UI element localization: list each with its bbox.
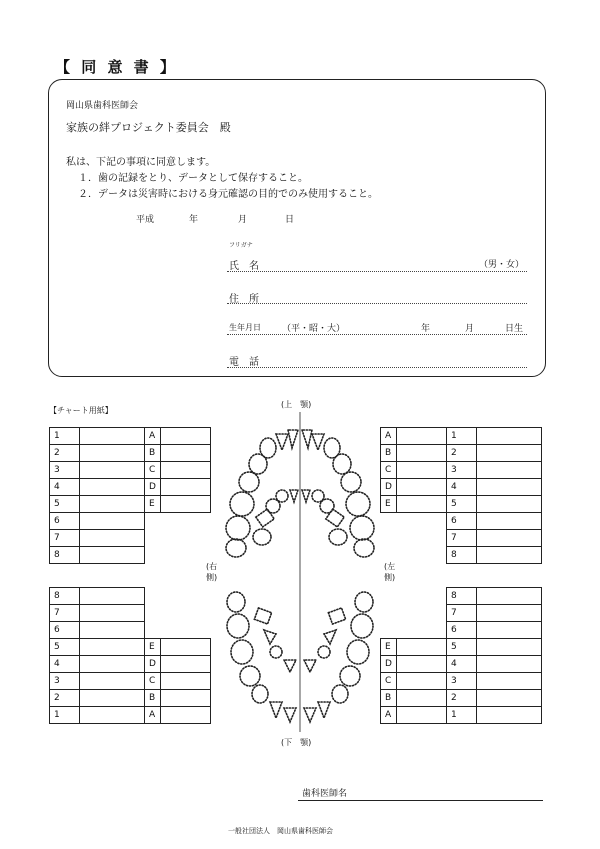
tooth-number-cell: 8 <box>447 547 477 564</box>
tooth-number-cell: 7 <box>447 530 477 547</box>
consent-item-1: １．歯の記録をとり、データとして保存すること。 <box>78 173 308 184</box>
tooth-record-cell[interactable] <box>397 673 447 690</box>
deciduous-tooth-cell: D <box>145 479 161 496</box>
deciduous-tooth-cell: D <box>381 479 397 496</box>
tooth-number-cell: 3 <box>50 462 80 479</box>
tooth-record-cell[interactable] <box>161 639 211 656</box>
tooth-number-cell: 5 <box>50 639 80 656</box>
tooth-record-cell[interactable] <box>477 588 542 605</box>
deciduous-tooth-cell: D <box>381 656 397 673</box>
table-row <box>50 462 211 479</box>
left-side-label: (左側) <box>384 562 396 582</box>
addressee-committee: 家族の絆プロジェクト委員会 殿 <box>66 121 231 134</box>
tooth-record-cell[interactable] <box>80 479 145 496</box>
empty-cell <box>161 622 211 639</box>
tooth-record-cell[interactable] <box>161 707 211 724</box>
deciduous-tooth-cell: A <box>145 707 161 724</box>
document-title: 【 同 意 書 】 <box>55 58 178 76</box>
tooth-record-cell[interactable] <box>80 428 145 445</box>
name-field-line[interactable] <box>227 271 527 272</box>
deciduous-tooth-cell: E <box>381 496 397 513</box>
consent-intro: 私は、下記の事項に同意します。 <box>66 157 216 168</box>
tooth-record-cell[interactable] <box>80 588 145 605</box>
tooth-number-cell: 1 <box>50 428 80 445</box>
table-row <box>50 428 211 445</box>
footer-org: 一般社団法人 岡山県歯科医師会 <box>228 827 333 835</box>
tooth-number-cell: 4 <box>50 656 80 673</box>
furigana-label: フリガナ <box>229 242 253 249</box>
table-row <box>50 496 211 513</box>
tooth-number-cell: 5 <box>50 496 80 513</box>
birth-day: 日生 <box>505 324 524 334</box>
tooth-number-cell: 6 <box>50 513 80 530</box>
table-row <box>50 656 211 673</box>
tooth-record-cell[interactable] <box>477 530 542 547</box>
tooth-record-cell[interactable] <box>161 656 211 673</box>
tooth-number-cell: 8 <box>50 547 80 564</box>
upper-left-quadrant-table <box>380 427 542 564</box>
address-label: 住 所 <box>229 294 259 305</box>
tooth-record-cell[interactable] <box>477 547 542 564</box>
tooth-number-cell: 2 <box>447 690 477 707</box>
table-row <box>381 479 542 496</box>
birth-month: 月 <box>465 324 475 334</box>
date-day: 日 <box>285 215 295 225</box>
lower-jaw-label: (下 顎) <box>281 738 312 747</box>
empty-cell <box>161 530 211 547</box>
tooth-number-cell: 7 <box>50 530 80 547</box>
date-year: 年 <box>189 215 199 225</box>
empty-cell <box>397 547 447 564</box>
tooth-number-cell: 6 <box>447 622 477 639</box>
deciduous-tooth-cell: B <box>145 445 161 462</box>
tooth-record-cell[interactable] <box>80 462 145 479</box>
tooth-number-cell: 2 <box>50 690 80 707</box>
tooth-number-cell: 3 <box>447 673 477 690</box>
consent-item-2: ２．データは災害時における身元確認の目的でのみ使用すること。 <box>78 189 378 200</box>
tooth-record-cell[interactable] <box>161 496 211 513</box>
tooth-record-cell[interactable] <box>80 690 145 707</box>
tooth-record-cell[interactable] <box>477 479 542 496</box>
tooth-record-cell[interactable] <box>80 605 145 622</box>
tooth-number-cell: 3 <box>447 462 477 479</box>
table-row <box>381 496 542 513</box>
table-row <box>50 445 211 462</box>
tooth-number-cell: 5 <box>447 496 477 513</box>
tooth-record-cell[interactable] <box>477 605 542 622</box>
tooth-record-cell[interactable] <box>397 479 447 496</box>
birth-label: 生年月日 <box>229 323 261 332</box>
empty-cell <box>397 513 447 530</box>
table-row <box>50 588 211 605</box>
tooth-number-cell: 4 <box>447 479 477 496</box>
table-row <box>50 707 211 724</box>
table-row <box>381 605 542 622</box>
tooth-record-cell[interactable] <box>161 445 211 462</box>
tooth-record-cell[interactable] <box>477 462 542 479</box>
table-row <box>381 462 542 479</box>
tooth-record-cell[interactable] <box>477 690 542 707</box>
tooth-record-cell[interactable] <box>161 479 211 496</box>
tooth-record-cell[interactable] <box>80 707 145 724</box>
tooth-record-cell[interactable] <box>80 639 145 656</box>
tooth-record-cell[interactable] <box>397 656 447 673</box>
date-month: 月 <box>238 215 248 225</box>
tooth-record-cell[interactable] <box>477 428 542 445</box>
tooth-record-cell[interactable] <box>477 622 542 639</box>
tooth-record-cell[interactable] <box>477 639 542 656</box>
address-field-line[interactable] <box>227 303 527 304</box>
dental-arch-diagram <box>218 412 388 732</box>
deciduous-tooth-cell: A <box>381 707 397 724</box>
deciduous-tooth-cell: E <box>145 639 161 656</box>
tooth-number-cell: 5 <box>447 639 477 656</box>
tooth-record-cell[interactable] <box>477 513 542 530</box>
table-row <box>50 605 211 622</box>
tooth-number-cell: 4 <box>50 479 80 496</box>
tooth-record-cell[interactable] <box>477 673 542 690</box>
deciduous-tooth-cell: D <box>145 656 161 673</box>
empty-cell <box>161 547 211 564</box>
tooth-record-cell[interactable] <box>397 496 447 513</box>
deciduous-tooth-cell: A <box>145 428 161 445</box>
table-row <box>50 530 211 547</box>
empty-cell <box>397 622 447 639</box>
table-row <box>381 513 542 530</box>
tooth-number-cell: 6 <box>50 622 80 639</box>
tooth-record-cell[interactable] <box>477 496 542 513</box>
table-row <box>381 690 542 707</box>
deciduous-tooth-cell: E <box>145 496 161 513</box>
tooth-number-cell: 1 <box>447 428 477 445</box>
tooth-record-cell[interactable] <box>161 462 211 479</box>
lower-left-quadrant-table <box>380 587 542 724</box>
tooth-record-cell[interactable] <box>477 707 542 724</box>
table-row <box>381 445 542 462</box>
tooth-number-cell: 2 <box>50 445 80 462</box>
birth-field-line[interactable] <box>227 334 527 335</box>
tooth-number-cell: 1 <box>50 707 80 724</box>
table-row <box>50 513 211 530</box>
deciduous-tooth-cell: C <box>381 462 397 479</box>
tooth-record-cell[interactable] <box>80 496 145 513</box>
tooth-number-cell: 8 <box>50 588 80 605</box>
tooth-record-cell[interactable] <box>80 445 145 462</box>
deciduous-tooth-cell: B <box>381 445 397 462</box>
tooth-record-cell[interactable] <box>80 530 145 547</box>
table-row <box>381 639 542 656</box>
birth-year: 年 <box>421 324 431 334</box>
empty-cell <box>145 530 161 547</box>
deciduous-tooth-cell: B <box>381 690 397 707</box>
tooth-number-cell: 2 <box>447 445 477 462</box>
empty-cell <box>145 605 161 622</box>
tooth-record-cell[interactable] <box>397 428 447 445</box>
empty-cell <box>397 605 447 622</box>
tooth-record-cell[interactable] <box>80 622 145 639</box>
tooth-record-cell[interactable] <box>80 547 145 564</box>
table-row <box>50 479 211 496</box>
table-row <box>381 707 542 724</box>
tooth-record-cell[interactable] <box>397 462 447 479</box>
table-row <box>381 530 542 547</box>
table-row <box>50 547 211 564</box>
empty-cell <box>145 622 161 639</box>
tooth-record-cell[interactable] <box>80 513 145 530</box>
tooth-number-cell: 8 <box>447 588 477 605</box>
table-row <box>50 639 211 656</box>
empty-cell <box>397 530 447 547</box>
table-row <box>50 690 211 707</box>
tooth-number-cell: 1 <box>447 707 477 724</box>
addressee-org: 岡山県歯科医師会 <box>66 101 139 111</box>
empty-cell <box>145 588 161 605</box>
tooth-record-cell[interactable] <box>477 445 542 462</box>
tooth-record-cell[interactable] <box>397 707 447 724</box>
deciduous-tooth-cell: B <box>145 690 161 707</box>
tooth-record-cell[interactable] <box>80 656 145 673</box>
lower-right-quadrant-table <box>49 587 211 724</box>
empty-cell <box>161 588 211 605</box>
empty-cell <box>145 547 161 564</box>
upper-jaw-label: (上 顎) <box>281 400 312 409</box>
tooth-number-cell: 7 <box>447 605 477 622</box>
table-row <box>381 622 542 639</box>
table-row <box>381 547 542 564</box>
table-row <box>381 588 542 605</box>
tooth-record-cell[interactable] <box>397 445 447 462</box>
deciduous-tooth-cell: C <box>145 673 161 690</box>
tooth-record-cell[interactable] <box>161 428 211 445</box>
deciduous-tooth-cell: C <box>381 673 397 690</box>
tooth-number-cell: 3 <box>50 673 80 690</box>
gender-label: （男・女） <box>479 260 525 270</box>
tooth-record-cell[interactable] <box>397 690 447 707</box>
tooth-number-cell: 7 <box>50 605 80 622</box>
tooth-record-cell[interactable] <box>80 673 145 690</box>
right-side-label: (右側) <box>206 562 218 582</box>
tooth-record-cell[interactable] <box>161 690 211 707</box>
phone-field-line[interactable] <box>227 367 527 368</box>
empty-cell <box>397 588 447 605</box>
phone-label: 電 話 <box>229 357 259 368</box>
name-label: 氏 名 <box>229 261 259 272</box>
tooth-record-cell[interactable] <box>161 673 211 690</box>
table-row <box>381 428 542 445</box>
tooth-record-cell[interactable] <box>397 639 447 656</box>
birth-eras: （平・昭・大） <box>282 324 346 334</box>
table-row <box>50 673 211 690</box>
date-era: 平成 <box>136 215 155 225</box>
empty-cell <box>161 513 211 530</box>
table-row <box>50 622 211 639</box>
upper-right-quadrant-table <box>49 427 211 564</box>
table-row <box>381 656 542 673</box>
dentist-signature-line[interactable] <box>298 800 543 801</box>
tooth-record-cell[interactable] <box>477 656 542 673</box>
empty-cell <box>145 513 161 530</box>
tooth-number-cell: 6 <box>447 513 477 530</box>
dentist-name-label: 歯科医師名 <box>302 789 348 799</box>
table-row <box>381 673 542 690</box>
tooth-number-cell: 4 <box>447 656 477 673</box>
deciduous-tooth-cell: E <box>381 639 397 656</box>
chart-title: 【チャート用紙】 <box>49 406 113 415</box>
consent-box <box>48 79 546 377</box>
deciduous-tooth-cell: C <box>145 462 161 479</box>
deciduous-tooth-cell: A <box>381 428 397 445</box>
empty-cell <box>161 605 211 622</box>
